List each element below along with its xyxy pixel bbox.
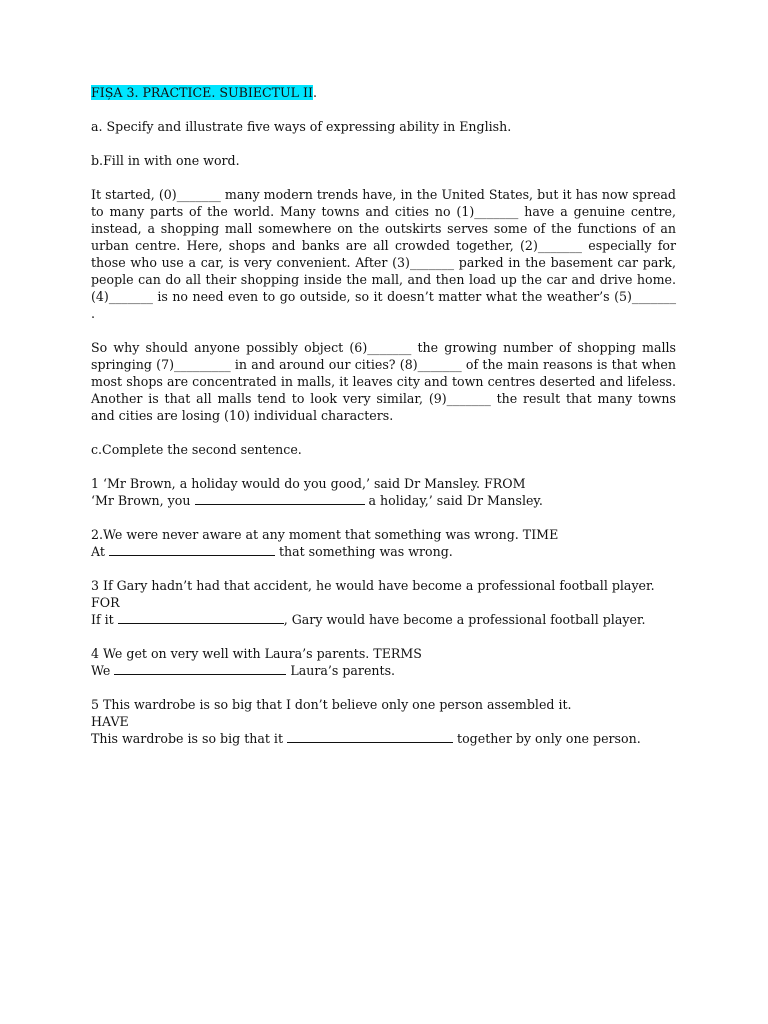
answer-prefix: If it xyxy=(91,612,118,627)
transformation-question-2 xyxy=(91,526,676,560)
question-keyword: FOR xyxy=(91,595,120,610)
answer-suffix: a holiday,’ said Dr Mansley. xyxy=(364,493,543,508)
cloze-paragraph-1: It started, (0)_______ many modern trends have, in the United States, but it has now spread to many parts of the world. Many towns and cities no (1)_______ have a genuine centre, instead, a shopping mall somewhere on the outskirts serves some of the functions of an urban centre. Here, shops and banks are all crowded together, (2)_______ especially for those who use a car, is very convenient. After (3)_______ parked in the basement car park, people can do all their shopping inside the mall, and then load up the car and drive home. (4)_______ is no need even to go outside, so it doesn’t matter what the weather’s (5)_______ . xyxy=(91,187,676,321)
answer-line-row xyxy=(91,543,676,560)
transformation-question-4 xyxy=(91,645,676,679)
answer-prefix: ‘Mr Brown, you xyxy=(91,493,195,508)
answer-prefix: This wardrobe is so big that it xyxy=(91,731,288,746)
answer-blank[interactable] xyxy=(109,543,275,556)
answer-line-row xyxy=(91,611,676,628)
answer-blank[interactable] xyxy=(195,492,365,505)
title-line xyxy=(91,84,676,101)
answer-blank[interactable] xyxy=(287,730,453,743)
transformation-question-5 xyxy=(91,696,676,747)
answer-suffix: together by only one person. xyxy=(453,731,641,746)
answer-suffix: Laura’s parents. xyxy=(286,663,396,678)
answer-line-row xyxy=(91,492,676,509)
question-keyword: HAVE xyxy=(91,714,129,729)
section-b-instruction: b.Fill in with one word. xyxy=(91,153,240,168)
question-sentence: 1 ‘Mr Brown, a holiday would do you good,’ said Dr Mansley. FROM xyxy=(91,476,526,491)
transformation-question-1 xyxy=(91,475,676,509)
cloze-paragraph-2: So why should anyone possibly object (6)_______ the growing number of shopping malls springing (7)_________ in and around our cities? (8)_______ of the main reasons is that when most shops are concentrated in malls, it leaves city and town centres deserted and lifeless. Another is that all malls tend to look very similar, (9)_______ the result that many towns and cities are losing (10) individual characters. xyxy=(91,340,676,423)
answer-line-row xyxy=(91,662,676,679)
worksheet xyxy=(91,84,676,764)
transformation-question-3 xyxy=(91,577,676,628)
question-sentence: 4 We get on very well with Laura’s parents. TERMS xyxy=(91,646,422,661)
answer-blank[interactable] xyxy=(114,662,286,675)
answer-line-row xyxy=(91,730,676,747)
title-period: . xyxy=(312,85,317,100)
answer-prefix: At xyxy=(91,544,109,559)
section-c-instruction: c.Complete the second sentence. xyxy=(91,442,302,457)
answer-blank[interactable] xyxy=(118,611,284,624)
worksheet-title: FIȘA 3. PRACTICE. SUBIECTUL II xyxy=(91,85,313,100)
question-sentence: 5 This wardrobe is so big that I don’t believe only one person assembled it. xyxy=(91,697,572,712)
answer-prefix: We xyxy=(91,663,115,678)
question-sentence: 2.We were never aware at any moment that something was wrong. TIME xyxy=(91,527,559,542)
section-a-instruction: a. Specify and illustrate five ways of expressing ability in English. xyxy=(91,119,512,134)
question-sentence: 3 If Gary hadn’t had that accident, he would have become a professional football player. xyxy=(91,578,655,593)
answer-suffix: , Gary would have become a professional football player. xyxy=(283,612,646,627)
answer-suffix: that something was wrong. xyxy=(274,544,453,559)
